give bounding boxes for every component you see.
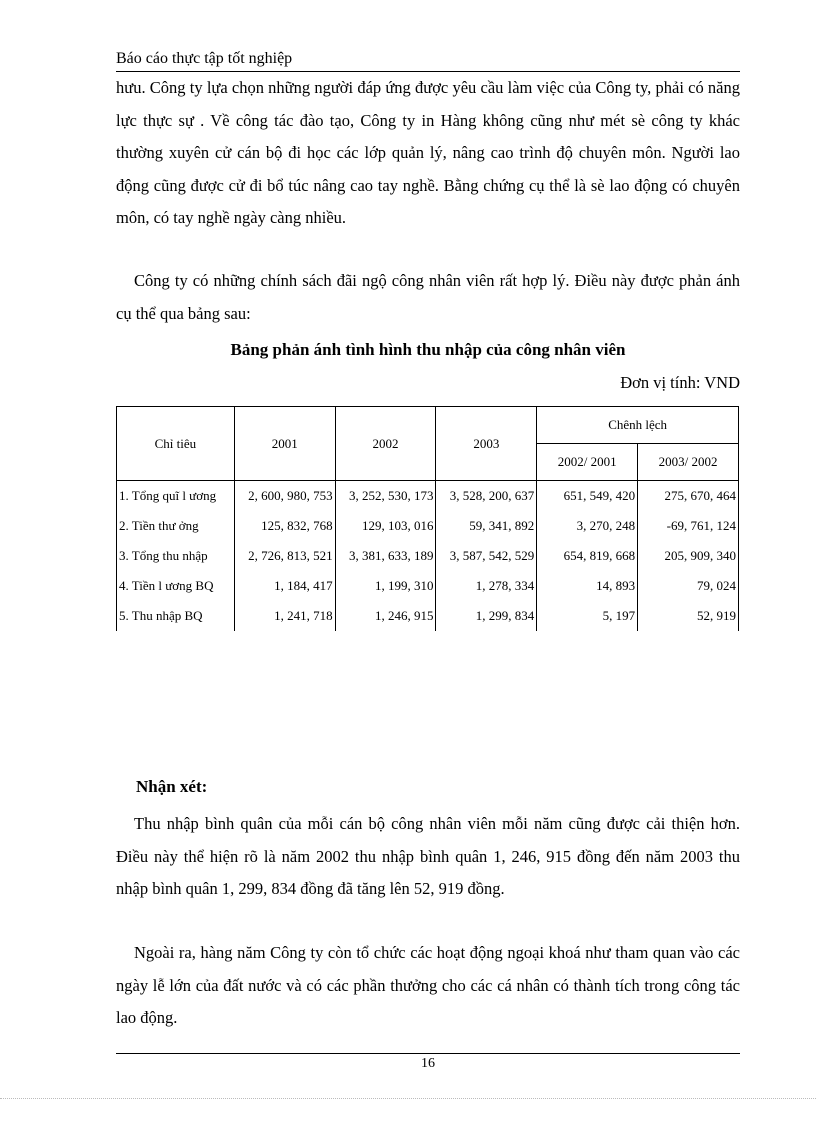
- cell-2002: 129, 103, 016: [335, 511, 436, 541]
- cell-diff-1: 14, 893: [537, 571, 638, 601]
- cell-2002: 1, 246, 915: [335, 601, 436, 631]
- row-label: 4. Tiền l ương BQ: [117, 571, 235, 601]
- paragraph-policy: Công ty có những chính sách đãi ngộ công nhân viên rất hợp lý. Điều này được phản ánh cụ thể qua bảng sau:: [116, 271, 740, 323]
- col-header-2002: 2002: [335, 407, 436, 481]
- row-label: 3. Tổng thu nhập: [117, 541, 235, 571]
- cell-2001: 125, 832, 768: [234, 511, 335, 541]
- cell-2001: 1, 241, 718: [234, 601, 335, 631]
- cell-diff-1: 654, 819, 668: [537, 541, 638, 571]
- page-edge-divider: [0, 1098, 816, 1099]
- row-label: 5. Thu nhập BQ: [117, 601, 235, 631]
- cell-diff-1: 3, 270, 248: [537, 511, 638, 541]
- col-header-diff-2002-2001: 2002/ 2001: [537, 444, 638, 481]
- table-row: [117, 571, 739, 601]
- page-number: 16: [421, 1056, 435, 1071]
- cell-diff-2: 52, 919: [638, 601, 739, 631]
- cell-2003: 59, 341, 892: [436, 511, 537, 541]
- cell-2003: 1, 299, 834: [436, 601, 537, 631]
- cell-2003: 3, 587, 542, 529: [436, 541, 537, 571]
- cell-diff-2: 275, 670, 464: [638, 481, 739, 512]
- col-header-2001: 2001: [234, 407, 335, 481]
- cell-diff-2: 79, 024: [638, 571, 739, 601]
- cell-diff-2: 205, 909, 340: [638, 541, 739, 571]
- cell-diff-1: 5, 197: [537, 601, 638, 631]
- page-header: Báo cáo thực tập tốt nghiệp: [116, 50, 293, 67]
- table-row: [117, 481, 739, 512]
- col-header-diff-2003-2002: 2003/ 2002: [638, 444, 739, 481]
- table-row: [117, 511, 739, 541]
- cell-2002: 3, 381, 633, 189: [335, 541, 436, 571]
- cell-2001: 2, 726, 813, 521: [234, 541, 335, 571]
- row-label: 2. Tiền thư ởng: [117, 511, 235, 541]
- cell-2003: 1, 278, 334: [436, 571, 537, 601]
- footer-divider: [116, 1053, 740, 1054]
- cell-diff-2: -69, 761, 124: [638, 511, 739, 541]
- table-unit: Đơn vị tính: VND: [620, 373, 740, 392]
- row-label: 1. Tổng quĩ l ương: [117, 481, 235, 512]
- col-header-2003: 2003: [436, 407, 537, 481]
- table-row: [117, 601, 739, 631]
- cell-2001: 2, 600, 980, 753: [234, 481, 335, 512]
- paragraph-activities: Ngoài ra, hàng năm Công ty còn tổ chức các hoạt động ngoại khoá như tham quan vào các ngày lễ lớn của đất nước và có các phần thưởng cho các cá nhân có thành tích trong công tác lao động.: [116, 943, 740, 1027]
- col-header-diff: Chênh lệch: [537, 407, 739, 444]
- col-header-indicator: Chỉ tiêu: [117, 407, 235, 481]
- cell-2001: 1, 184, 417: [234, 571, 335, 601]
- paragraph-training: hưu. Công ty lựa chọn những người đáp ứng được yêu cầu làm việc của Công ty, phải có năng lực thực sự . Về công tác đào tạo, Công ty in Hàng không cũng như mét sè công ty khác thường xuyên cử cán bộ đi học các lớp quản lý, nâng cao trình độ chuyên môn. Người lao động cũng được cử đi bổ túc nâng cao tay nghề. Bằng chứng cụ thể là sè lao động có chuyên môn, có tay nghề ngày càng nhiều.: [116, 78, 740, 227]
- cell-diff-1: 651, 549, 420: [537, 481, 638, 512]
- cell-2003: 3, 528, 200, 637: [436, 481, 537, 512]
- remark-heading: Nhận xét:: [136, 777, 208, 796]
- cell-2002: 3, 252, 530, 173: [335, 481, 436, 512]
- table-title: Bảng phản ánh tình hình thu nhập của công nhân viên: [230, 340, 626, 359]
- paragraph-remark: Thu nhập bình quân của mỗi cán bộ công nhân viên mỗi năm cũng được cải thiện hơn. Điều này thể hiện rõ là năm 2002 thu nhập bình quân 1, 246, 915 đồng đến năm 2003 thu nhập bình quân 1, 299, 834 đồng đã tăng lên 52, 919 đồng.: [116, 814, 740, 898]
- income-table: [116, 406, 739, 631]
- table-row: [117, 541, 739, 571]
- cell-2002: 1, 199, 310: [335, 571, 436, 601]
